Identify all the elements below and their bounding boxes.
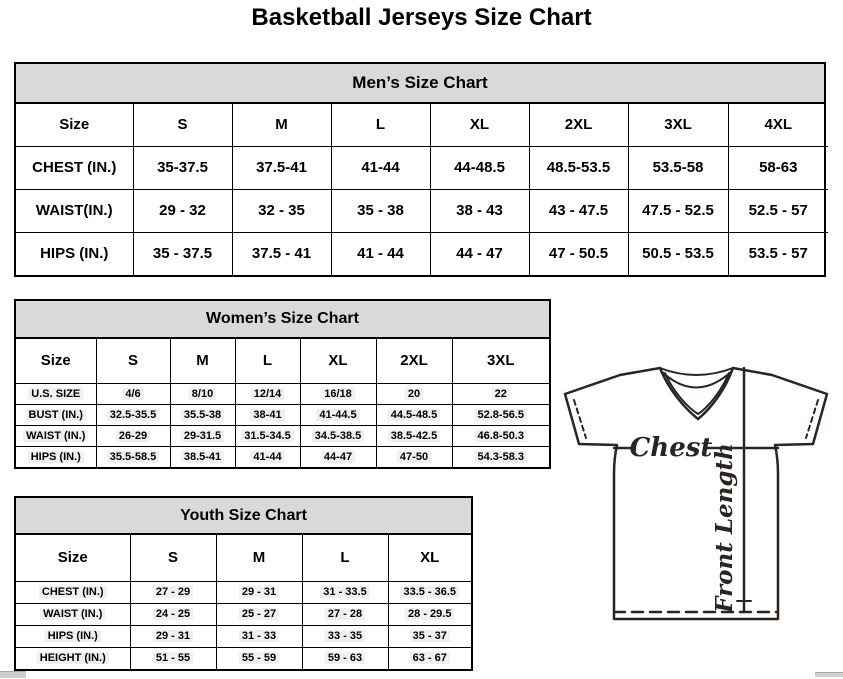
cell-value: 27 - 28 [325,608,365,620]
table-cell [235,404,300,425]
table-row [16,232,828,275]
table-row [16,146,828,189]
table-cell: 41-44 [331,146,430,189]
page-title: Basketball Jerseys Size Chart [251,4,592,31]
header-row [16,339,549,383]
table-cell [452,446,549,467]
youth-size-table [16,535,471,669]
cell-value: 54.3-58.3 [475,451,527,463]
row-label [16,647,130,669]
table-cell [130,603,216,625]
table-row [16,603,471,625]
cell-value: HIPS (IN.) [28,451,84,463]
table-cell: 35 - 38 [331,189,430,232]
size-label-header: Size [16,104,133,146]
cell-value: 31 - 33.5 [320,586,369,598]
table-cell [376,446,452,467]
mens-size-chart-section [14,62,826,277]
table-cell [302,603,388,625]
horizontal-scrollbar-fragment-right[interactable] [815,672,843,677]
table-cell [96,446,170,467]
womens-size-chart-title: Women’s Size Chart [16,301,549,339]
table-cell [130,581,216,603]
cell-value: 20 [405,388,423,400]
table-cell [300,383,376,404]
header-row [16,535,471,581]
table-row [16,625,471,647]
cell-value: 31.5-34.5 [241,430,293,442]
size-label-header: Size [16,535,130,581]
size-column-header: S [130,535,216,581]
cell-value: 16/18 [321,388,355,400]
cell-value: 44-47 [321,451,355,463]
cell-value: 8/10 [189,388,216,400]
cell-value: 52.8-56.5 [475,409,527,421]
table-cell [96,404,170,425]
table-row [16,581,471,603]
size-column-header: M [216,535,302,581]
table-cell: 53.5-58 [628,146,728,189]
youth-size-chart-title: Youth Size Chart [16,498,471,535]
table-cell [235,446,300,467]
row-label [16,603,130,625]
table-row [16,404,549,425]
table-cell [235,425,300,446]
table-row [16,383,549,404]
table-cell [170,383,235,404]
cell-value: 63 - 67 [410,652,450,664]
cell-value: 33 - 35 [325,630,365,642]
jersey-diagram [560,358,836,626]
row-label [16,581,130,603]
table-cell [452,383,549,404]
cell-value: 51 - 55 [153,652,193,664]
cell-value: 29 - 31 [239,586,279,598]
cell-value: HIPS (IN.) [45,630,101,642]
cell-value: CHEST (IN.) [39,586,107,598]
table-cell [170,425,235,446]
table-cell [388,581,471,603]
cell-value: 25 - 27 [239,608,279,620]
cell-value: 26-29 [116,430,150,442]
table-cell [302,625,388,647]
row-label [16,446,96,467]
table-cell [216,603,302,625]
cell-value: HEIGHT (IN.) [37,652,109,664]
table-cell [452,404,549,425]
table-cell: 35 - 37.5 [133,232,232,275]
cell-value: 35 - 37 [410,630,450,642]
size-column-header: M [170,339,235,383]
cell-value: 38.5-42.5 [388,430,440,442]
cell-value: 59 - 63 [325,652,365,664]
table-cell [96,425,170,446]
row-label [16,404,96,425]
table-cell [376,383,452,404]
table-cell [300,425,376,446]
cell-value: 46.8-50.3 [475,430,527,442]
size-column-header: S [133,104,232,146]
table-cell: 58-63 [728,146,828,189]
row-label [16,625,130,647]
table-cell [376,404,452,425]
cell-value: WAIST (IN.) [40,608,105,620]
youth-size-chart-section [14,496,473,671]
cell-value: 33.5 - 36.5 [400,586,459,598]
size-column-header: XL [430,104,529,146]
jersey-outline [565,368,827,619]
table-row [16,446,549,467]
cell-value: BUST (IN.) [26,409,86,421]
table-cell: 53.5 - 57 [728,232,828,275]
table-cell: 47 - 50.5 [529,232,628,275]
table-cell [216,647,302,669]
cell-value: 55 - 59 [239,652,279,664]
table-row [16,189,828,232]
table-cell [300,404,376,425]
cell-value: 34.5-38.5 [312,430,364,442]
row-label: CHEST (IN.) [16,146,133,189]
cell-value: U.S. SIZE [28,388,83,400]
table-cell: 43 - 47.5 [529,189,628,232]
table-cell [216,625,302,647]
cell-value: 38.5-41 [181,451,224,463]
table-cell [216,581,302,603]
chest-measurement-label: Chest [629,433,713,463]
size-column-header: XL [300,339,376,383]
size-column-header: 4XL [728,104,828,146]
womens-size-chart-section [14,299,551,469]
table-cell: 32 - 35 [232,189,331,232]
cell-value: 27 - 29 [153,586,193,598]
cell-value: WAIST (IN.) [23,430,88,442]
size-column-header: L [302,535,388,581]
mens-size-table [16,104,828,275]
cell-value: 41-44 [250,451,284,463]
cell-value: 24 - 25 [153,608,193,620]
row-label: HIPS (IN.) [16,232,133,275]
table-row [16,425,549,446]
table-cell: 47.5 - 52.5 [628,189,728,232]
table-cell: 38 - 43 [430,189,529,232]
size-label-header: Size [16,339,96,383]
front-length-measure-line [737,368,751,612]
table-cell: 44 - 47 [430,232,529,275]
row-label [16,383,96,404]
cell-value: 44.5-48.5 [388,409,440,421]
header-row [16,104,828,146]
table-cell: 44-48.5 [430,146,529,189]
table-cell [302,581,388,603]
table-cell [170,404,235,425]
size-column-header: M [232,104,331,146]
table-cell [388,647,471,669]
cell-value: 22 [492,388,510,400]
size-column-header: L [235,339,300,383]
table-cell: 35-37.5 [133,146,232,189]
womens-size-table [16,339,549,467]
table-cell [170,446,235,467]
cell-value: 4/6 [122,388,143,400]
table-cell [300,446,376,467]
table-cell: 48.5-53.5 [529,146,628,189]
size-column-header: 2XL [376,339,452,383]
table-row [16,647,471,669]
cell-value: 32.5-35.5 [107,409,159,421]
size-column-header: 3XL [628,104,728,146]
size-column-header: 2XL [529,104,628,146]
jersey-outline-svg [560,358,836,626]
cell-value: 12/14 [251,388,285,400]
table-cell [130,625,216,647]
cell-value: 28 - 29.5 [405,608,454,620]
table-cell [302,647,388,669]
size-column-header: S [96,339,170,383]
cell-value: 31 - 33 [239,630,279,642]
table-cell: 52.5 - 57 [728,189,828,232]
table-cell [130,647,216,669]
table-cell [96,383,170,404]
table-cell [452,425,549,446]
table-cell: 37.5-41 [232,146,331,189]
table-cell: 37.5 - 41 [232,232,331,275]
cell-value: 29 - 31 [153,630,193,642]
size-column-header: L [331,104,430,146]
table-cell [388,603,471,625]
mens-size-chart-title: Men’s Size Chart [16,64,824,104]
row-label [16,425,96,446]
cell-value: 29-31.5 [181,430,224,442]
horizontal-scrollbar-fragment-left[interactable] [0,671,26,678]
size-column-header: XL [388,535,471,581]
cell-value: 47-50 [397,451,431,463]
cell-value: 35.5-58.5 [107,451,159,463]
table-cell [388,625,471,647]
table-cell: 50.5 - 53.5 [628,232,728,275]
cell-value: 38-41 [250,409,284,421]
table-cell: 29 - 32 [133,189,232,232]
table-cell [235,383,300,404]
row-label: WAIST(IN.) [16,189,133,232]
size-column-header: 3XL [452,339,549,383]
table-cell [376,425,452,446]
front-length-measurement-label: Front Length [711,443,738,613]
cell-value: 35.5-38 [181,409,224,421]
cell-value: 41-44.5 [316,409,359,421]
table-cell: 41 - 44 [331,232,430,275]
